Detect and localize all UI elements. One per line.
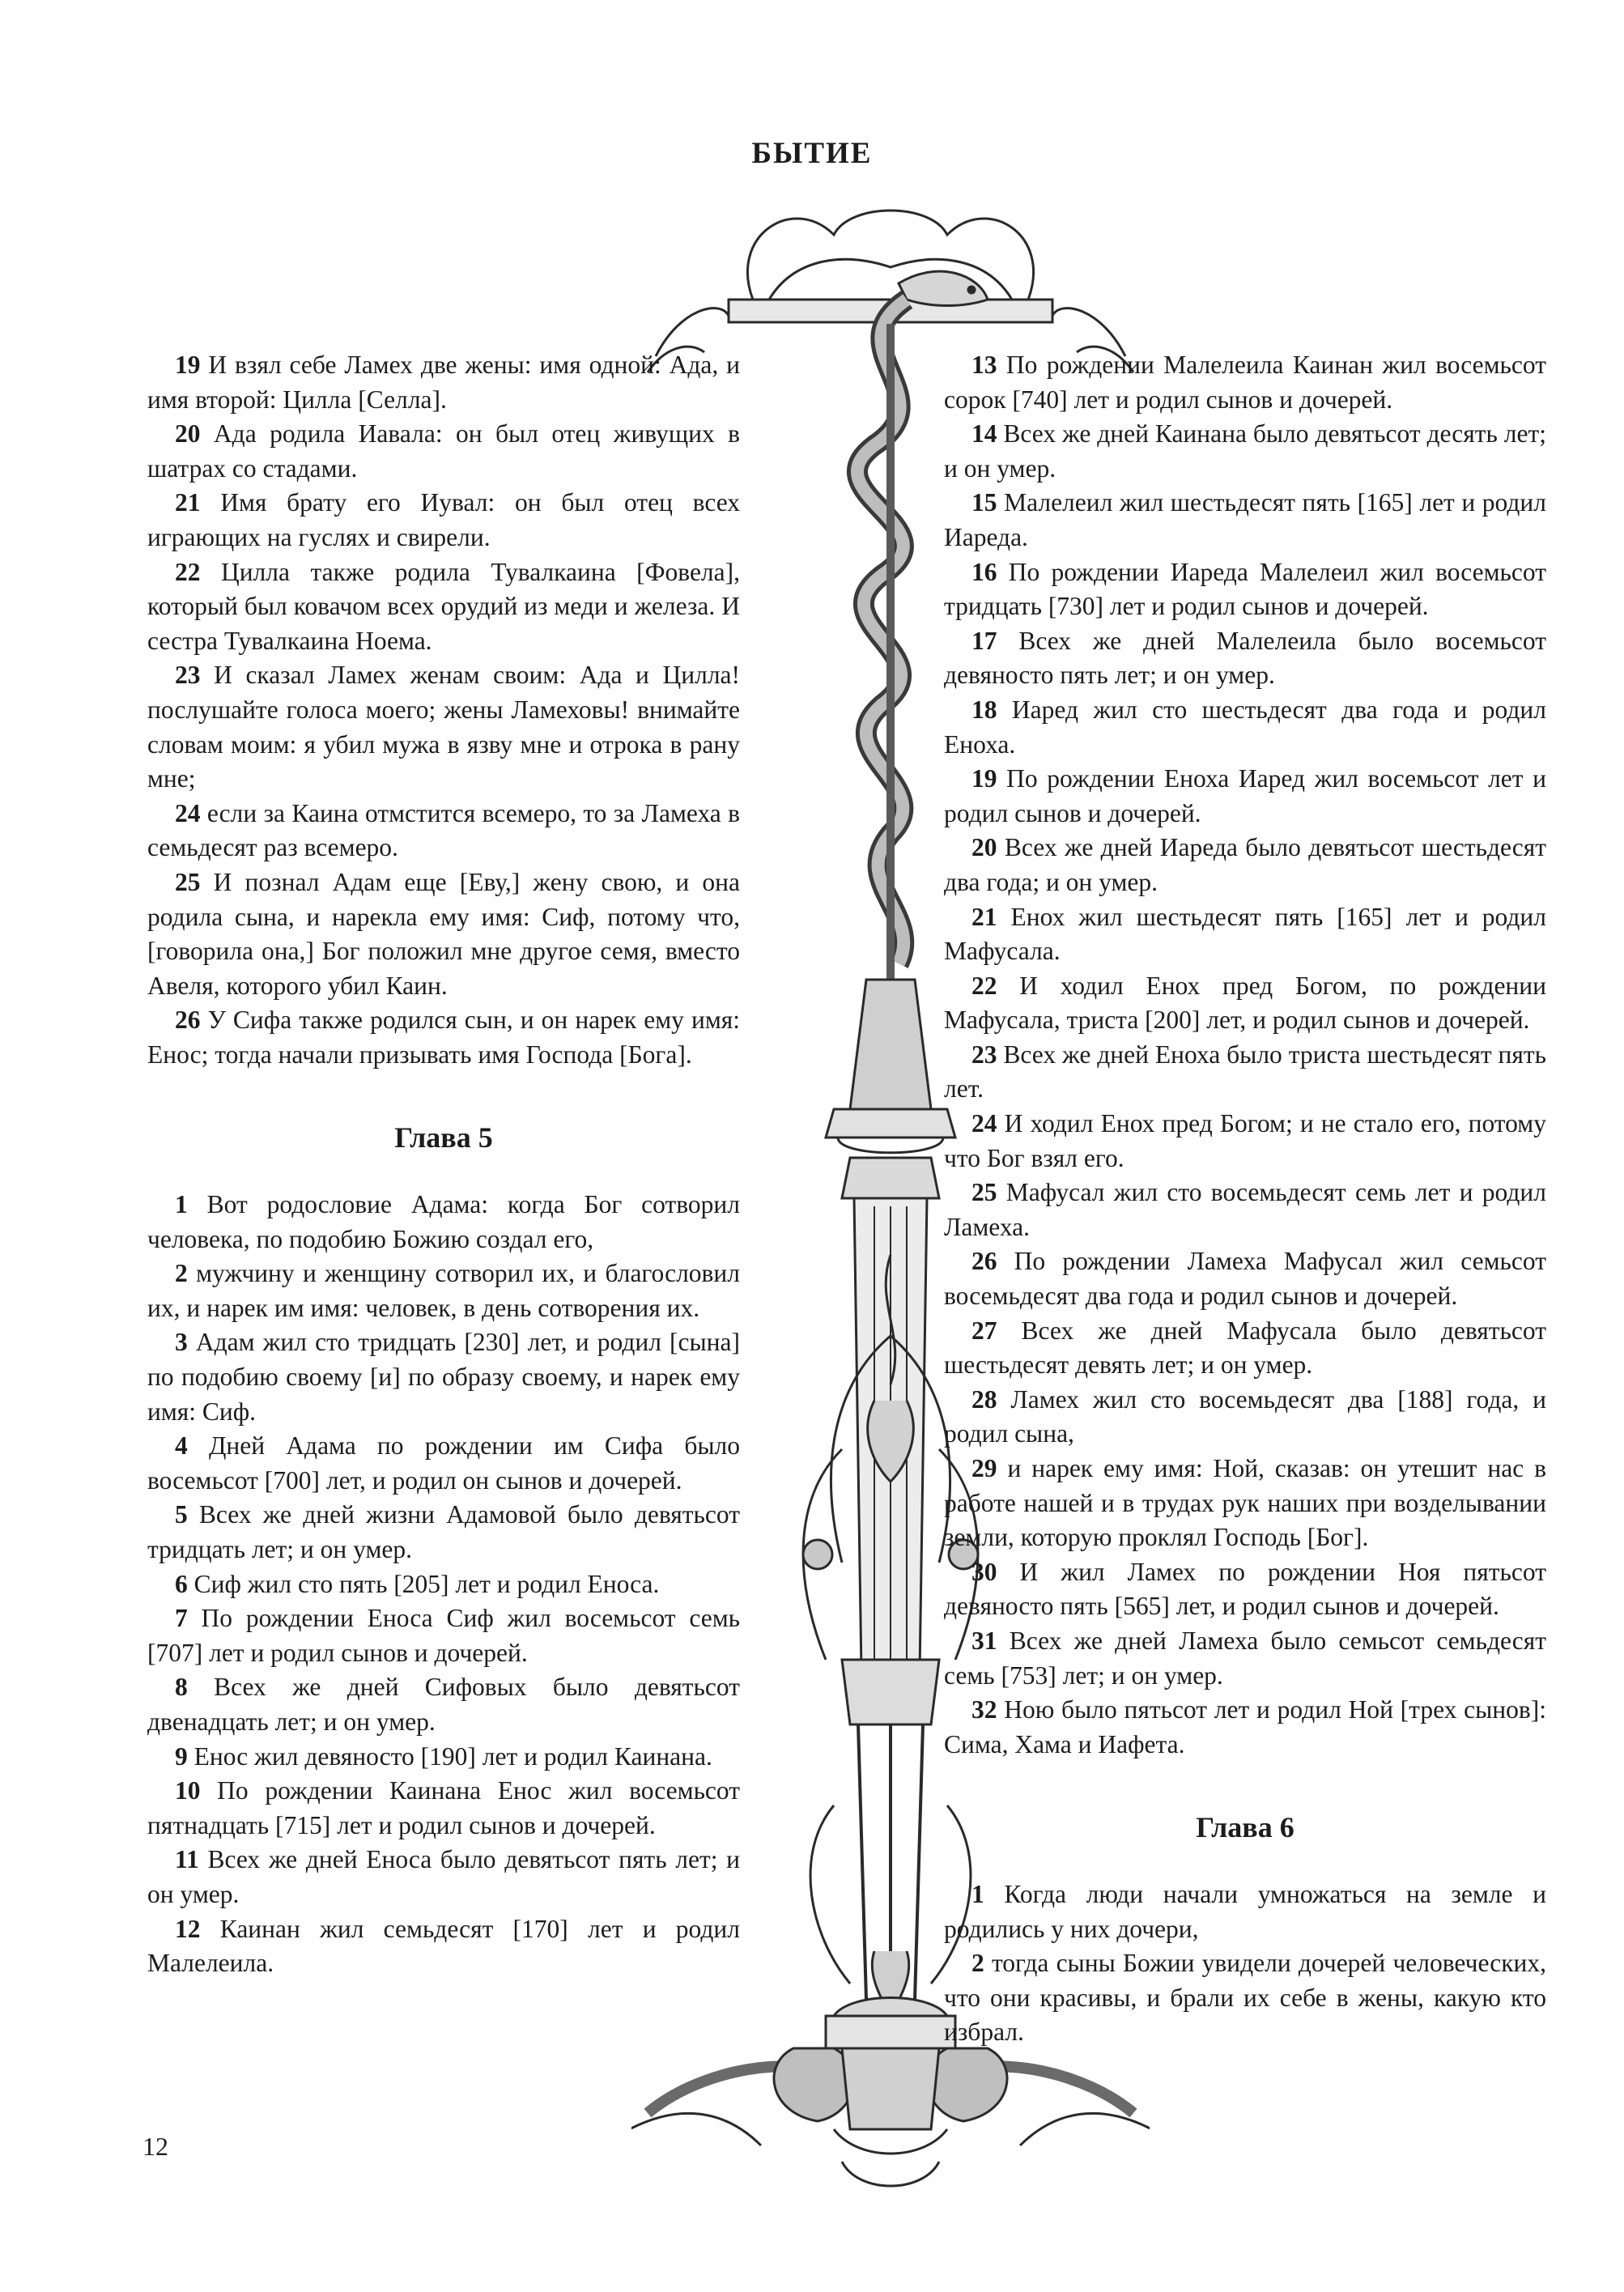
verse-number: 24	[175, 798, 201, 827]
verse	[147, 865, 740, 1003]
verse-text: Малелеил жил шестьдесят пять [165] лет и родил Иареда.	[944, 488, 1547, 551]
verse-text: Всех же дней Сифовых было девятьсот двенадцать лет; и он умер.	[147, 1673, 741, 1736]
verse-text: Когда люди начали умножаться на земле и родились у них дочери,	[944, 1879, 1547, 1943]
verse-number: 10	[175, 1776, 201, 1805]
verse-text: Мафусал жил сто восемьдесят семь лет и родил Ламеха.	[944, 1178, 1546, 1241]
verse	[147, 486, 740, 555]
verse-text: Вот родословие Адама: когда Бог сотворил человека, по подобию Божию создал его,	[147, 1190, 740, 1253]
verse	[944, 1452, 1546, 1555]
verse-number: 31	[971, 1626, 997, 1655]
verse-text: По рождении Еноса Сиф жил восемьсот семь [707] лет и родил сынов и дочерей.	[147, 1604, 740, 1667]
verse-number: 8	[175, 1673, 188, 1702]
verse-number: 28	[971, 1384, 997, 1414]
verse	[147, 1429, 740, 1498]
verse	[147, 1843, 740, 1911]
verse-text: Всех же дней жизни Адамовой было девятьсот тридцать лет; и он умер.	[147, 1500, 740, 1563]
verse-number: 21	[971, 902, 997, 931]
verse-number: 25	[971, 1178, 997, 1207]
verse-text: мужчину и женщину сотворил их, и благословил их, и нарек им имя: человек, в день сотворения их.	[147, 1259, 740, 1322]
verse-number: 27	[971, 1316, 997, 1345]
verse	[944, 1244, 1546, 1313]
verse-number: 26	[175, 1006, 201, 1035]
left-column	[147, 348, 740, 1981]
verse-number: 22	[971, 971, 997, 1000]
verse-text: Иаред жил сто шестьдесят два года и родил Еноха.	[944, 695, 1546, 759]
verse-number: 18	[971, 695, 997, 724]
verse	[147, 1774, 740, 1843]
verse-number: 6	[175, 1569, 188, 1598]
verse-number: 19	[175, 351, 201, 379]
verse-text: Всех же дней Малелеила было восемьсот девяносто пять лет; и он умер.	[944, 626, 1546, 690]
verse-number: 21	[175, 488, 201, 517]
verse	[944, 1038, 1546, 1107]
verse-text: если за Каина отмстится всемеро, то за Ламеха в семьдесят раз всемеро.	[147, 798, 740, 862]
verse-text: Всех же дней Ламеха было семьсот семьдесят семь [753] лет; и он умер.	[944, 1626, 1546, 1690]
verse-number: 30	[971, 1557, 997, 1586]
verse-text: И жил Ламех по рождении Ноя пятьсот девяносто пять [565] лет, и родил сынов и дочерей.	[944, 1557, 1546, 1621]
verse	[944, 1107, 1546, 1176]
verse-number: 25	[175, 867, 201, 896]
verse	[147, 1003, 740, 1072]
verse-text: Ною было пятьсот лет и родил Ной [трех сынов]: Сима, Хама и Иафета.	[944, 1695, 1547, 1758]
verse	[944, 555, 1546, 624]
verse-number: 16	[971, 557, 997, 586]
verse	[944, 1176, 1546, 1244]
verse	[944, 762, 1546, 831]
verse	[147, 1912, 740, 1981]
verse-number: 4	[175, 1431, 188, 1461]
verse-text: Дней Адама по рождении им Сифа было восемьсот [700] лет, и родил он сынов и дочерей.	[147, 1431, 740, 1495]
verse-text: Енос жил девяносто [190] лет и родил Каинана.	[193, 1741, 712, 1771]
verse	[944, 624, 1546, 693]
verse-number: 32	[971, 1695, 997, 1724]
verse-text: Сиф жил сто пять [205] лет и родил Еноса.	[193, 1569, 660, 1598]
verse	[147, 1188, 740, 1257]
verse	[944, 1946, 1546, 2050]
right-column	[944, 348, 1546, 2050]
verse-text: и нарек ему имя: Ной, сказав: он утешит нас в работе нашей и в трудах рук наших при возделывании земли, которую проклял Господь [Бог].	[944, 1454, 1546, 1552]
verse	[147, 1601, 740, 1670]
verse	[147, 1257, 740, 1325]
verse-number: 2	[175, 1259, 188, 1288]
verse-number: 3	[175, 1328, 188, 1357]
page-title: БЫТИЕ	[751, 137, 873, 170]
verse	[944, 1383, 1546, 1452]
verse-text: И сказал Ламех женам своим: Ада и Цилла! послушайте голоса моего; жены Ламеховы! внимайте словам моим: я убил мужа в язву мне и отрока в рану мне;	[147, 661, 741, 793]
verse-text: По рождении Ламеха Мафусал жил семьсот восемьдесят два года и родил сынов и дочерей.	[944, 1247, 1547, 1311]
verse	[147, 1567, 740, 1602]
verse-number: 1	[175, 1190, 188, 1219]
verse	[944, 900, 1546, 969]
chapter-heading: Глава 5	[394, 1121, 493, 1155]
verse-number: 19	[971, 764, 997, 793]
verse	[147, 555, 740, 659]
verse	[944, 831, 1546, 899]
verse	[944, 1555, 1546, 1624]
verse-number: 20	[971, 833, 997, 862]
verse	[147, 348, 740, 417]
verse	[944, 417, 1546, 486]
verse-number: 1	[971, 1879, 984, 1908]
verse-text: Ламех жил сто восемьдесят два [188] года, и родил сына,	[944, 1384, 1546, 1448]
verse-text: тогда сыны Божии увидели дочерей человеческих, что они красивы, и брали их себе в жены, какую кто избрал.	[944, 1949, 1547, 2047]
verse	[944, 1624, 1546, 1693]
verse-text: По рождении Еноха Иаред жил восемьсот лет и родил сынов и дочерей.	[944, 764, 1546, 827]
verse-number: 14	[971, 419, 997, 449]
verse	[147, 1325, 740, 1429]
verse-text: Всех же дней Мафусала было девятьсот шестьдесят девять лет; и он умер.	[944, 1316, 1547, 1380]
verse-number: 2	[971, 1949, 984, 1978]
verse-text: Всех же дней Еноса было девятьсот пять лет; и он умер.	[147, 1845, 741, 1908]
verse-number: 5	[175, 1500, 188, 1529]
verse-number: 23	[175, 661, 201, 690]
verse-text: Всех же дней Иареда было девятьсот шестьдесят два года; и он умер.	[944, 833, 1546, 896]
verse-number: 12	[175, 1914, 201, 1943]
verse	[944, 969, 1546, 1038]
verse	[944, 1877, 1546, 1946]
verse-number: 24	[971, 1109, 997, 1138]
verse-text: И взял себе Ламех две жены: имя одной: Ада, и имя второй: Цилла [Селла].	[147, 351, 740, 414]
verse-number: 15	[971, 488, 997, 517]
verse-text: И познал Адам еще [Еву,] жену свою, и она родила сына, и нарекла ему имя: Сиф, потому что, [говорила она,] Бог положил мне другое семя, вместо Авеля, которого убил Каин.	[147, 867, 741, 1000]
verse-number: 7	[175, 1604, 188, 1633]
verse	[944, 693, 1546, 762]
verse-number: 26	[971, 1247, 997, 1276]
verse-text: Имя брату его Иувал: он был отец всех играющих на гуслях и свирели.	[147, 488, 741, 551]
verse	[147, 1498, 740, 1567]
verse-number: 11	[175, 1845, 199, 1874]
verse-text: И ходил Енох пред Богом, по рождении Мафусала, триста [200] лет, и родил сынов и дочерей.	[944, 971, 1546, 1035]
verse-text: По рождении Иареда Малелеил жил восемьсот тридцать [730] лет и родил сынов и дочерей.	[944, 557, 1546, 621]
verse-number: 9	[175, 1741, 188, 1771]
verse	[147, 797, 740, 865]
verse-text: И ходил Енох пред Богом; и не стало его, потому что Бог взял его.	[944, 1109, 1546, 1172]
verse-number: 13	[971, 351, 997, 379]
verse	[944, 348, 1546, 417]
verse-number: 29	[971, 1454, 997, 1482]
verse-number: 20	[175, 419, 201, 449]
verse-text: Всех же дней Еноха было триста шестьдесят пять лет.	[944, 1040, 1547, 1103]
verse-text: Адам жил сто тридцать [230] лет, и родил [сына] по подобию своему [и] по образу своему, и нарек ему имя: Сиф.	[147, 1328, 740, 1426]
verse-text: Енох жил шестьдесят пять [165] лет и родил Мафусала.	[944, 902, 1547, 966]
verse	[147, 417, 740, 486]
verse-number: 22	[175, 557, 201, 586]
verse	[944, 1314, 1546, 1383]
verse-text: Каинан жил семьдесят [170] лет и родил Малелеила.	[147, 1914, 740, 1978]
verse-text: Ада родила Иавала: он был отец живущих в шатрах со стадами.	[147, 419, 740, 483]
verse-text: По рождении Каинана Енос жил восемьсот пятнадцать [715] лет и родил сынов и дочерей.	[147, 1776, 741, 1839]
verse-number: 23	[971, 1040, 997, 1069]
verse	[147, 1670, 740, 1739]
verse-text: Всех же дней Каинана было девятьсот десять лет; и он умер.	[944, 419, 1547, 483]
verse	[944, 1693, 1546, 1762]
page-number: 12	[142, 2132, 168, 2161]
verse	[944, 486, 1546, 555]
verse	[147, 1740, 740, 1775]
chapter-heading: Глава 6	[1196, 1811, 1295, 1844]
verse-text: Цилла также родила Тувалкаина [Фовела], который был ковачом всех орудий из меди и железа. И сестра Тувалкаина Ноема.	[147, 557, 740, 655]
verse-number: 17	[971, 626, 997, 655]
verse-text: У Сифа также родился сын, и он нарек ему имя: Енос; тогда начали призывать имя Господа [Бога].	[147, 1006, 741, 1069]
verse	[147, 658, 740, 796]
verse-text: По рождении Малелеила Каинан жил восемьсот сорок [740] лет и родил сынов и дочерей.	[944, 351, 1546, 414]
